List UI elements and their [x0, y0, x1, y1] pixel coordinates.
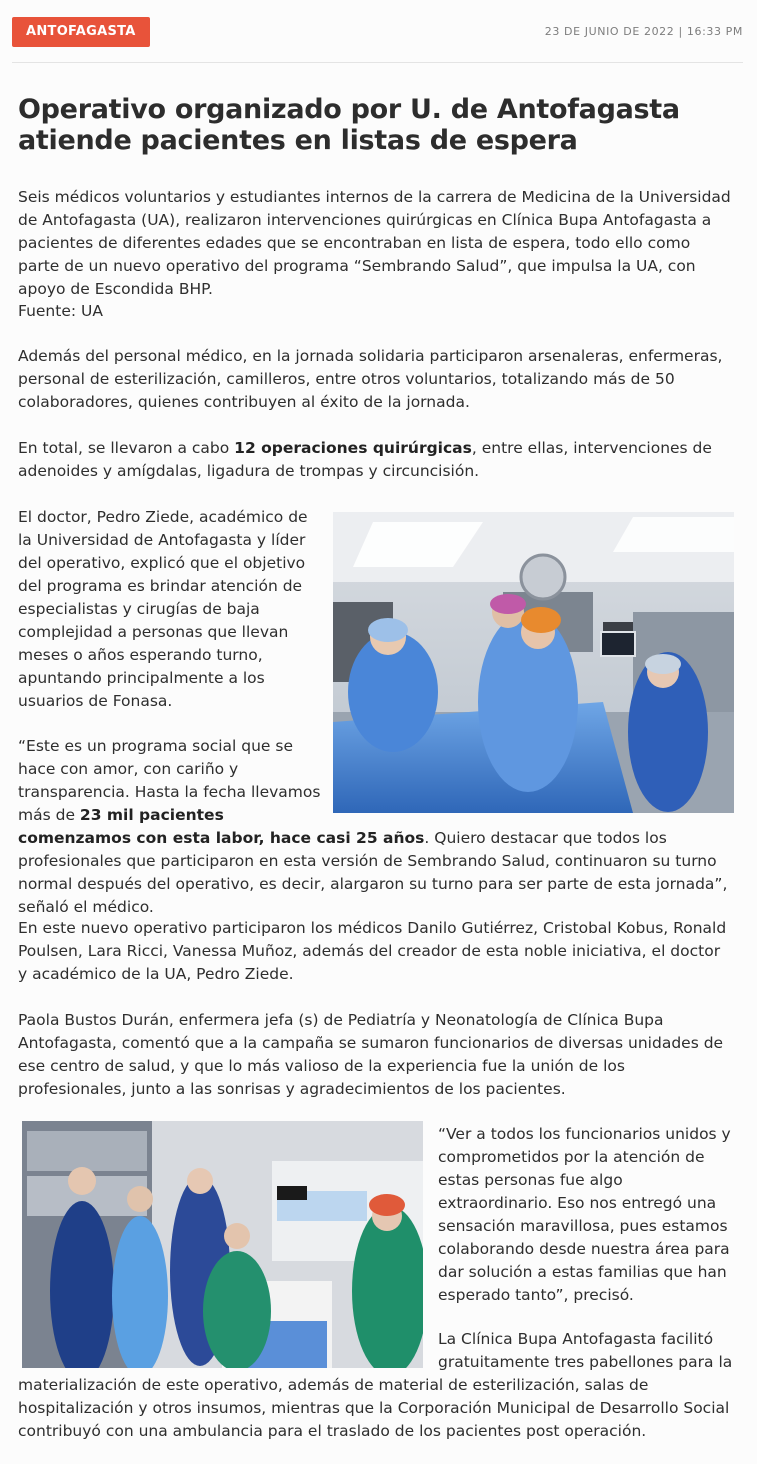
paragraph-clinic-rest: materialización de este operativo, además de material de esterilización, salas de hospitalización y otros insumos, mientras que la Corporación Municipal de Desarrollo Social contribuyó con una ambulancia para el traslado de los pacientes post operación.	[18, 1376, 730, 1440]
category-tag[interactable]: ANTOFAGASTA	[12, 17, 150, 47]
paragraph-staff: Además del personal médico, en la jornada solidaria participaron arsenaleras, enfermeras, personal de esterilización, camilleros, entre otros voluntarios, totalizando más de 50 colaboradores, quienes contribuyen al éxito de la jornada.	[18, 347, 723, 411]
article-meta-bar	[12, 16, 743, 63]
publish-date: 23 DE JUNIO DE 2022 | 16:33 PM	[544, 25, 743, 38]
paragraph-nurse-quote: “Ver a todos los funcionarios unidos y comprometidos por la atención de estas personas fue algo extraordinario. Eso nos entregó una sensación maravillosa, pues estamos colaborando desde nuestra área para dar solución a estas familias que han esperado tanto”, precisó.	[438, 1125, 731, 1304]
quote-text-a: “Este es un programa social que se hace con amor, con cariño y transparencia. Hasta la fecha llevamos más de	[18, 737, 321, 824]
quote-bold-count-1: 23 mil pacientes	[79, 806, 224, 824]
team-photo	[22, 1121, 423, 1368]
quote-bold-count-2: comenzamos con esta labor, hace casi 25 años	[18, 829, 425, 847]
operations-text-b: , entre ellas, intervenciones de adenoides y amígdalas, ligadura de trompas y circuncisión.	[18, 439, 712, 480]
paragraph-intro: Seis médicos voluntarios y estudiantes internos de la carrera de Medicina de la Universidad de Antofagasta (UA), realizaron intervenciones quirúrgicas en Clínica Bupa Antofagasta a pacientes de diferentes edades que se encontraban en lista de espera, todo ello como parte de un nuevo operativo del programa “Sembrando Salud”, que impulsa la UA, con apoyo de Escondida BHP.	[18, 188, 731, 298]
paragraph-operations	[18, 437, 733, 483]
paragraph-clinic-line1: La Clínica Bupa Antofagasta facilitó gratuitamente tres pabellones para la	[438, 1330, 733, 1371]
paragraph-quote-part1	[18, 735, 324, 827]
surgery-photo-graphic	[333, 512, 734, 813]
operations-count-bold: 12 operaciones quirúrgicas	[234, 439, 472, 457]
operations-text-a: En total, se llevaron a cabo	[18, 439, 235, 457]
source-line: Fuente: UA	[18, 302, 103, 320]
paragraph-doctor: El doctor, Pedro Ziede, académico de la Universidad de Antofagasta y líder del operativo, explicó que el objetivo del programa es brindar atención de especialistas y cirugías de baja complejidad a personas que llevan meses o años esperando turno, apuntando principalmente a los usuarios de Fonasa.	[18, 508, 308, 710]
paragraph-participants: En este nuevo operativo participaron los médicos Danilo Gutiérrez, Cristobal Kobus, Ronald Poulsen, Lara Ricci, Vanessa Muñoz, además del creador de esta noble iniciativa, el doctor y académico de la UA, Pedro Ziede.	[18, 919, 727, 983]
team-photo-graphic	[22, 1121, 423, 1368]
paragraph-quote-part2	[18, 827, 733, 919]
paragraph-nurse: Paola Bustos Durán, enfermera jefa (s) de Pediatría y Neonatología de Clínica Bupa Antofagasta, comentó que a la campaña se sumaron funcionarios de diversas unidades de ese centro de salud, y que lo más valioso de la experiencia fue la unión de los profesionales, junto a las sonrisas y agradecimientos de los pacientes.	[18, 1011, 724, 1098]
quote-text-b: . Quiero destacar que todos los profesionales que participaron en esta versión de Sembrando Salud, continuaron su turno normal después del operativo, es decir, alargaron su turno para ser parte de esta jornada”, señaló el médico.	[18, 829, 728, 916]
surgery-photo	[333, 512, 734, 813]
article-title: Operativo organizado por U. de Antofagasta atiende pacientes en listas de espera	[18, 94, 680, 156]
